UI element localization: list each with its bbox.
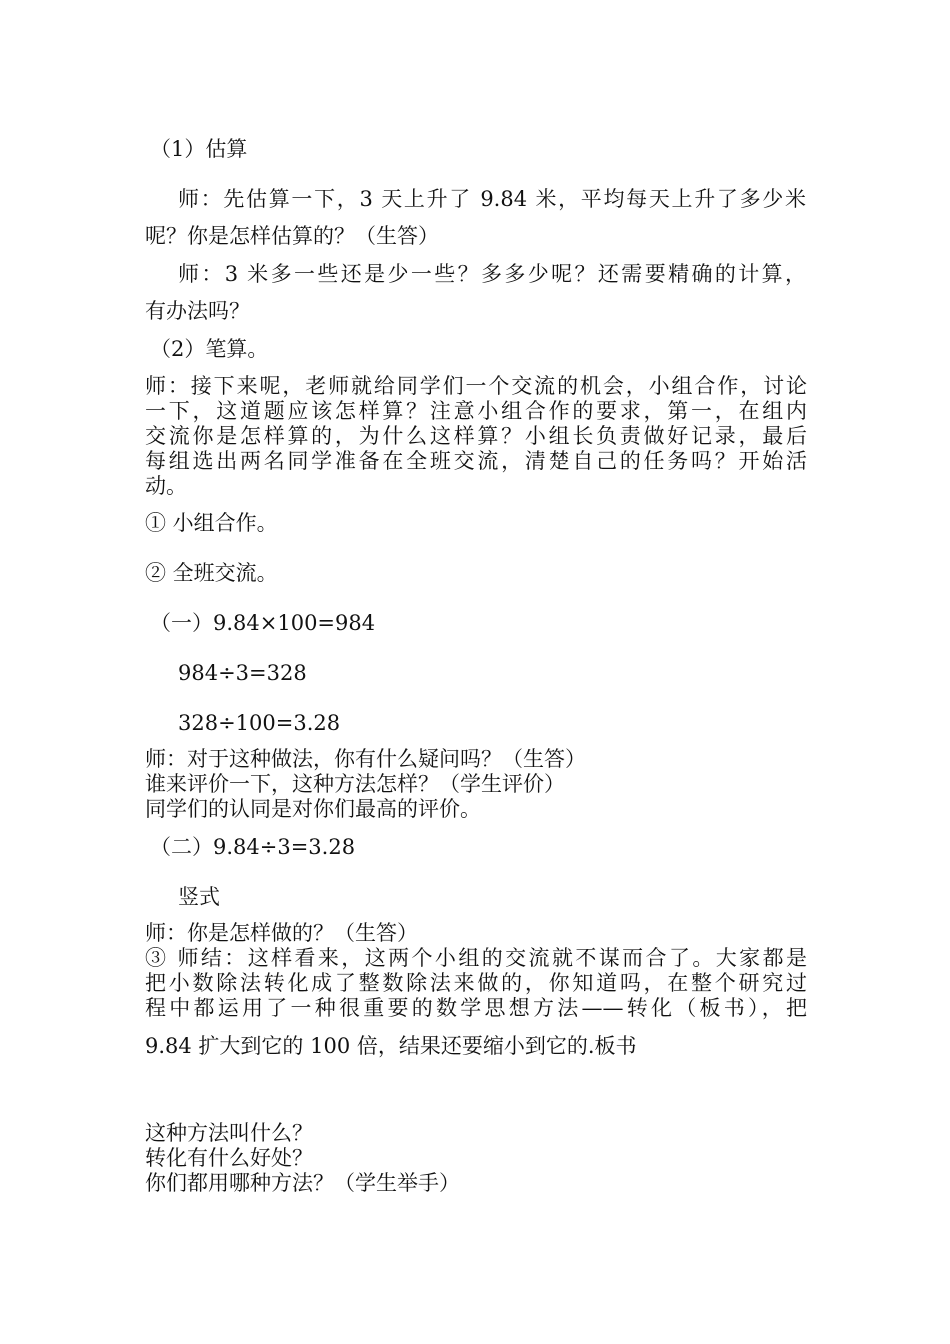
- paragraph-line: 师：对于这种做法，你有什么疑问吗？（生答）: [145, 747, 586, 771]
- paragraph-line: 呢？你是怎样估算的？（生答）: [145, 224, 439, 248]
- paragraph-line: 谁来评价一下，这种方法怎样？（学生评价）: [145, 772, 565, 796]
- paragraph-line: 一下，这道题应该怎样算？注意小组合作的要求，第一，在组内: [145, 399, 807, 423]
- math-line: 984÷3=328: [178, 661, 307, 685]
- paragraph-line: 9.84 扩大到它的 100 倍，结果还要缩小到它的.板书: [145, 1034, 637, 1058]
- paragraph-line: 动。: [145, 474, 187, 498]
- paragraph-line: 师：先估算一下，3 天上升了 9.84 米，平均每天上升了多少米: [178, 187, 806, 211]
- paragraph-line: 程中都运用了一种很重要的数学思想方法——转化（板书），把: [145, 996, 807, 1020]
- math-line: 328÷100=3.28: [178, 711, 341, 735]
- paragraph-line: 交流你是怎样算的，为什么这样算？小组长负责做好记录，最后: [145, 424, 807, 448]
- paragraph-line: 师：接下来呢，老师就给同学们一个交流的机会，小组合作，讨论: [145, 374, 807, 398]
- math-line: （二）9.84÷3=3.28: [150, 835, 356, 859]
- heading-written-calc: （2）笔算。: [150, 337, 269, 361]
- paragraph-line: 把小数除法转化成了整数除法来做的，你知道吗，在整个研究过: [145, 971, 807, 995]
- paragraph-line: 同学们的认同是对你们最高的评价。: [145, 797, 481, 821]
- paragraph-line: 师：你是怎样做的？（生答）: [145, 921, 418, 945]
- question-line: 你们都用哪种方法？（学生举手）: [145, 1171, 460, 1195]
- list-item: ② 全班交流。: [145, 561, 278, 585]
- question-line: 这种方法叫什么？: [145, 1121, 313, 1145]
- heading-estimate: （1）估算: [150, 137, 248, 161]
- paragraph-line: ③ 师结：这样看来，这两个小组的交流就不谋而合了。大家都是: [145, 946, 807, 970]
- question-line: 转化有什么好处？: [145, 1146, 313, 1170]
- math-line: （一）9.84×100=984: [150, 611, 376, 635]
- list-item: ① 小组合作。: [145, 511, 278, 535]
- paragraph-line: 每组选出两名同学准备在全班交流，清楚自己的任务吗？开始活: [145, 449, 807, 473]
- subheading: 竖式: [178, 885, 220, 909]
- paragraph-line: 师：3 米多一些还是少一些？多多少呢？还需要精确的计算，: [178, 262, 806, 286]
- paragraph-line: 有办法吗？: [145, 299, 250, 323]
